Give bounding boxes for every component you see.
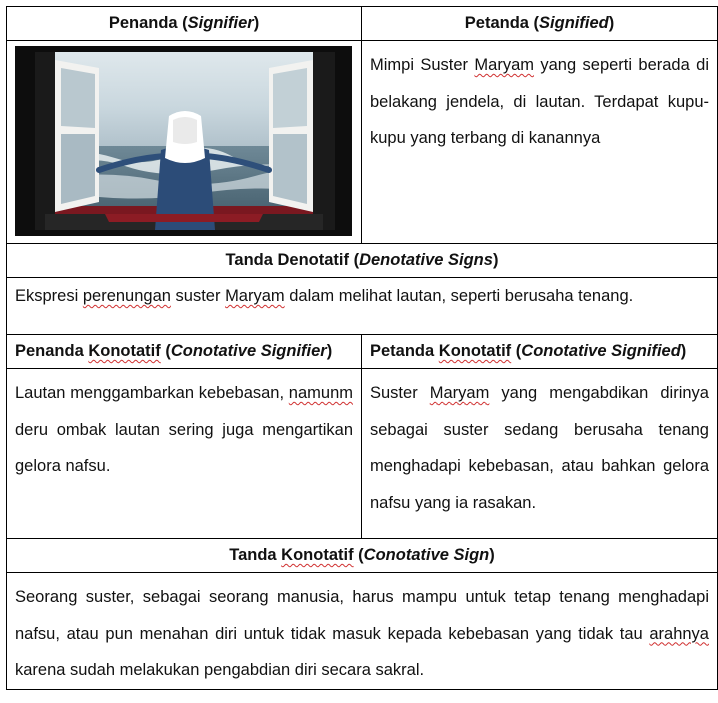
denotative-content-row [7, 278, 718, 335]
signifier-header-text: Penanda ( [108, 14, 188, 32]
signifier-header-italic: Signifier [187, 14, 254, 32]
connotative-signifier-text-b: deru ombak lautan sering juga mengartikan gelora nafsu. [15, 420, 353, 475]
connotative-signified-text-maryam: Maryam [429, 384, 490, 402]
signified-text-cell [362, 41, 718, 244]
connotative-signified-text-a: Suster [370, 384, 430, 402]
film-still-nun-at-window [15, 46, 352, 236]
signifier-header-end: ) [253, 14, 260, 32]
signifier-signified-content-row [7, 41, 718, 244]
connotative-signifier-header-end: ) [326, 342, 333, 360]
denotative-text-cell [7, 278, 718, 335]
connotative-signified-header-paren: ( [511, 342, 522, 360]
connotative-sign-header-text: Tanda [229, 546, 282, 564]
denotative-header-italic: Denotative Signs [359, 251, 493, 269]
signified-header-italic: Signified [539, 14, 609, 32]
connotative-signifier-header-paren: ( [160, 342, 171, 360]
signified-header [362, 7, 718, 41]
connotative-signified-header [362, 335, 718, 369]
signifier-image-cell [7, 41, 362, 244]
signified-header-end: ) [608, 14, 615, 32]
connotative-sign-header-end: ) [489, 546, 495, 564]
film-still-image [15, 46, 352, 236]
signified-text-a: Mimpi Suster [370, 56, 475, 74]
connotative-signified-header-konotatif: Konotatif [438, 342, 512, 360]
connotative-content-row [7, 369, 718, 539]
denotative-text-maryam: Maryam [225, 287, 285, 305]
denotative-header-text: Tanda Denotatif ( [225, 251, 360, 269]
denotative-text-b: suster [170, 287, 226, 305]
signified-text-maryam: Maryam [474, 56, 535, 74]
denotative-text-a: Ekspresi [15, 287, 83, 305]
connotative-signified-text-b: yang mengabdikan dirinya sebagai suster sedang berusaha tenang menghadapi kebebasan, atau bahkan gelora nafsu yang ia rasakan. [370, 384, 709, 512]
connotative-signifier-header-konotatif: Konotatif [88, 342, 161, 360]
connotative-sign-text-b: karena sudah melakukan pengabdian diri secara sakral. [15, 661, 425, 679]
connotative-signifier-text [15, 375, 353, 485]
connotative-sign-text [15, 579, 709, 689]
connotative-sign-text-arahnya: arahnya [649, 624, 709, 643]
connotative-sign-header-konotatif: Konotatif [281, 546, 354, 564]
signified-text-b: yang seperti berada di belakang jendela, di lautan. Terdapat kupu-kupu yang terbang di kanannya [370, 56, 709, 147]
connotative-signifier-header-italic: Conotative Signifier [170, 342, 327, 360]
connotative-signified-header-italic: Conotative Signified [521, 342, 681, 360]
connotative-header-row [7, 335, 718, 369]
connotative-sign-header-paren: ( [353, 546, 364, 564]
connotative-signified-text [370, 375, 709, 521]
connotative-sign-text-a: Seorang suster, sebagai seorang manusia, harus mampu untuk tetap tenang menghadapi nafsu, atau pun menahan diri untuk tidak masuk kepada kebebasan yang tidak tau [15, 588, 709, 643]
connotative-signifier-text-a: Lautan menggambarkan kebebasan, [15, 384, 289, 402]
denotative-text-c: dalam melihat lautan, seperti berusaha tenang. [284, 287, 634, 305]
connotative-signifier-header-text: Penanda [15, 342, 89, 360]
connotative-sign-header [7, 539, 718, 573]
connotative-signifier-cell [7, 369, 362, 539]
signifier-header [7, 7, 362, 41]
connotative-signified-header-end: ) [680, 342, 687, 360]
semiotic-analysis-table-page [6, 6, 717, 702]
semiotic-analysis-table [6, 6, 718, 690]
connotative-sign-header-italic: Conotative Sign [363, 546, 490, 564]
connotative-sign-header-row [7, 539, 718, 573]
denotative-header-row [7, 244, 718, 278]
denotative-header [7, 244, 718, 278]
denotative-header-end: ) [492, 251, 499, 269]
connotative-signified-header-text: Petanda [370, 342, 439, 360]
connotative-signifier-header [7, 335, 362, 369]
header-row-signifier-signified [7, 7, 718, 41]
connotative-sign-content-row [7, 573, 718, 690]
connotative-sign-cell [7, 573, 718, 690]
signified-header-text: Petanda ( [464, 14, 540, 32]
connotative-signified-cell [362, 369, 718, 539]
signified-description [370, 47, 709, 157]
connotative-signifier-text-namunm: namunm [288, 384, 353, 402]
denotative-text-perenungan: perenungan [82, 287, 171, 305]
